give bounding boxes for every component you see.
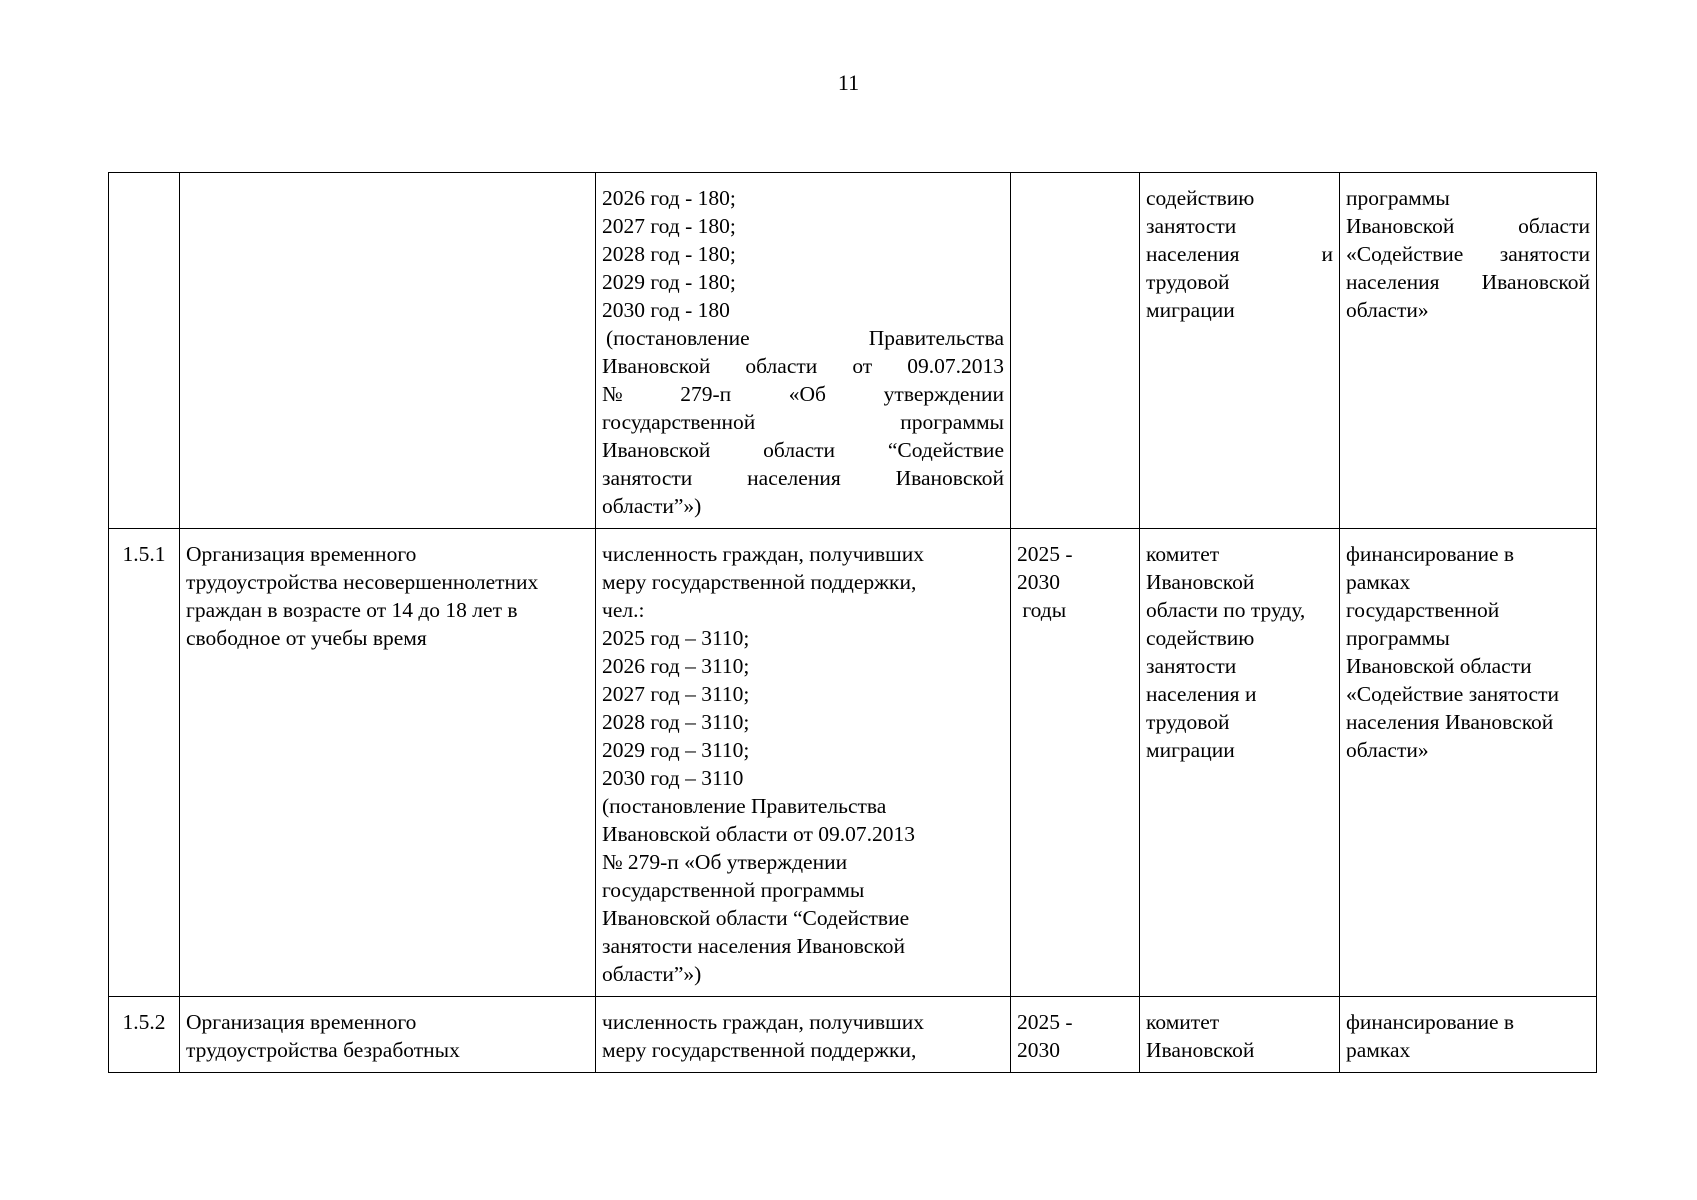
event-cell [180, 529, 596, 997]
executor-line: области по труду, [1146, 598, 1306, 622]
page-number: 11 [837, 70, 860, 95]
word: Ивановской [1481, 270, 1590, 294]
source-line: рамках [1346, 570, 1411, 594]
source-line: программы [1346, 626, 1450, 650]
event-line: Организация временного [186, 542, 417, 566]
executor-line: миграции [1146, 738, 1235, 762]
word: программы [900, 410, 1004, 434]
word: населения [1146, 242, 1240, 266]
executor-line: трудовой [1146, 270, 1230, 294]
indicator-cell [596, 529, 1011, 997]
word: Ивановской [602, 438, 711, 462]
term-line: годы [1017, 598, 1067, 622]
indicator-justified-line [602, 380, 1004, 408]
word: № [602, 382, 623, 406]
executor-line: комитет [1146, 1010, 1220, 1034]
source-line: населения Ивановской [1346, 710, 1554, 734]
executor-line: Ивановской [1146, 570, 1255, 594]
word: государственной [602, 410, 756, 434]
indicator-line: 2029 год - 180; [602, 270, 736, 294]
word: «Содействие [1346, 242, 1464, 266]
executor-line: миграции [1146, 298, 1235, 322]
indicator-line: (постановление Правительства [602, 794, 887, 818]
indicator-line: меру государственной поддержки, [602, 1038, 917, 1062]
event-cell [180, 173, 596, 529]
term-line: 2025 - [1017, 1010, 1073, 1034]
event-line: граждан в возрасте от 14 до 18 лет в [186, 598, 518, 622]
table-row [109, 529, 1597, 997]
source-line: Ивановской области [1346, 654, 1532, 678]
indicator-line: меру государственной поддержки, [602, 570, 917, 594]
source-line: области» [1346, 738, 1429, 762]
event-line: Организация временного [186, 1010, 417, 1034]
indicator-line: 2027 год - 180; [602, 214, 736, 238]
word: области [1518, 214, 1590, 238]
executor-line: содействию [1146, 626, 1255, 650]
word: “Содействие [887, 438, 1004, 462]
indicator-line: государственной программы [602, 878, 865, 902]
indicator-justified-line [602, 352, 1004, 380]
word: населения [1346, 270, 1440, 294]
indicator-line: 2026 год – 3110; [602, 654, 750, 678]
word: занятости [602, 466, 693, 490]
indicator-cell [596, 997, 1011, 1073]
word: утверждении [883, 382, 1004, 406]
word: «Об [788, 382, 826, 406]
indicator-justified-line [602, 436, 1004, 464]
word: Правительства [868, 326, 1004, 350]
event-cell [180, 997, 596, 1073]
executor-cell [1140, 997, 1340, 1073]
indicator-line: 2027 год – 3110; [602, 682, 750, 706]
word: и [1321, 242, 1333, 266]
source-justified-line [1346, 240, 1590, 268]
indicator-cell [596, 173, 1011, 529]
indicator-line: 2028 год - 180; [602, 242, 736, 266]
executor-line: занятости [1146, 654, 1237, 678]
source-cell [1340, 529, 1597, 997]
word: 09.07.2013 [907, 354, 1004, 378]
source-justified-line [1346, 212, 1590, 240]
row-number-cell: 1.5.2 [109, 997, 180, 1073]
word: от [852, 354, 873, 378]
word: (постановление [606, 326, 750, 350]
word: занятости [1499, 242, 1590, 266]
source-line: финансирование в [1346, 1010, 1515, 1034]
indicator-line: Ивановской области “Содействие [602, 906, 910, 930]
event-line: свободное от учебы время [186, 626, 427, 650]
executor-cell [1140, 529, 1340, 997]
word: Ивановской [1346, 214, 1455, 238]
source-cell [1340, 997, 1597, 1073]
source-line: «Содействие занятости [1346, 682, 1559, 706]
executor-line: трудовой [1146, 710, 1230, 734]
indicator-line: численность граждан, получивших [602, 542, 924, 566]
event-line: трудоустройства безработных [186, 1038, 460, 1062]
executor-line: комитет [1146, 542, 1220, 566]
term-cell [1011, 173, 1140, 529]
table-row [109, 173, 1597, 529]
word: 279-п [680, 382, 732, 406]
indicator-line: 2026 год - 180; [602, 186, 736, 210]
indicator-line: Ивановской области от 09.07.2013 [602, 822, 915, 846]
executor-line: населения и [1146, 682, 1257, 706]
indicator-line: занятости населения Ивановской [602, 934, 905, 958]
event-line: трудоустройства несовершеннолетних [186, 570, 539, 594]
source-cell [1340, 173, 1597, 529]
source-line: программы [1346, 186, 1450, 210]
indicator-justified-line [602, 324, 1004, 352]
row-number-cell: 1.5.1 [109, 529, 180, 997]
table-row [109, 997, 1597, 1073]
term-line: 2025 - [1017, 542, 1073, 566]
indicator-line: 2030 год – 3110 [602, 766, 744, 790]
indicator-line: 2029 год – 3110; [602, 738, 750, 762]
executor-line: содействию [1146, 186, 1255, 210]
word: области [745, 354, 818, 378]
indicator-line: 2028 год – 3110; [602, 710, 750, 734]
word: Ивановской [895, 466, 1004, 490]
executor-line: занятости [1146, 214, 1237, 238]
indicator-line: № 279-п «Об утверждении [602, 850, 848, 874]
source-line: финансирование в [1346, 542, 1515, 566]
executor-line: Ивановской [1146, 1038, 1255, 1062]
row-number-cell [109, 173, 180, 529]
term-cell [1011, 529, 1140, 997]
indicator-line: численность граждан, получивших [602, 1010, 924, 1034]
indicator-line: области”») [602, 494, 702, 518]
source-justified-line [1346, 268, 1590, 296]
executor-justified-line [1146, 240, 1333, 268]
source-line: рамках [1346, 1038, 1411, 1062]
term-line: 2030 [1017, 1038, 1060, 1062]
indicator-justified-line [602, 464, 1004, 492]
indicator-line: области”») [602, 962, 702, 986]
term-cell [1011, 997, 1140, 1073]
term-line: 2030 [1017, 570, 1060, 594]
indicator-justified-line [602, 408, 1004, 436]
word: области [763, 438, 836, 462]
indicator-line: 2025 год – 3110; [602, 626, 750, 650]
indicator-line: 2030 год - 180 [602, 298, 730, 322]
executor-cell [1140, 173, 1340, 529]
measures-table [108, 172, 1597, 1073]
source-line: государственной [1346, 598, 1500, 622]
word: населения [747, 466, 841, 490]
word: Ивановской [602, 354, 711, 378]
indicator-line: чел.: [602, 598, 645, 622]
source-line: области» [1346, 298, 1429, 322]
